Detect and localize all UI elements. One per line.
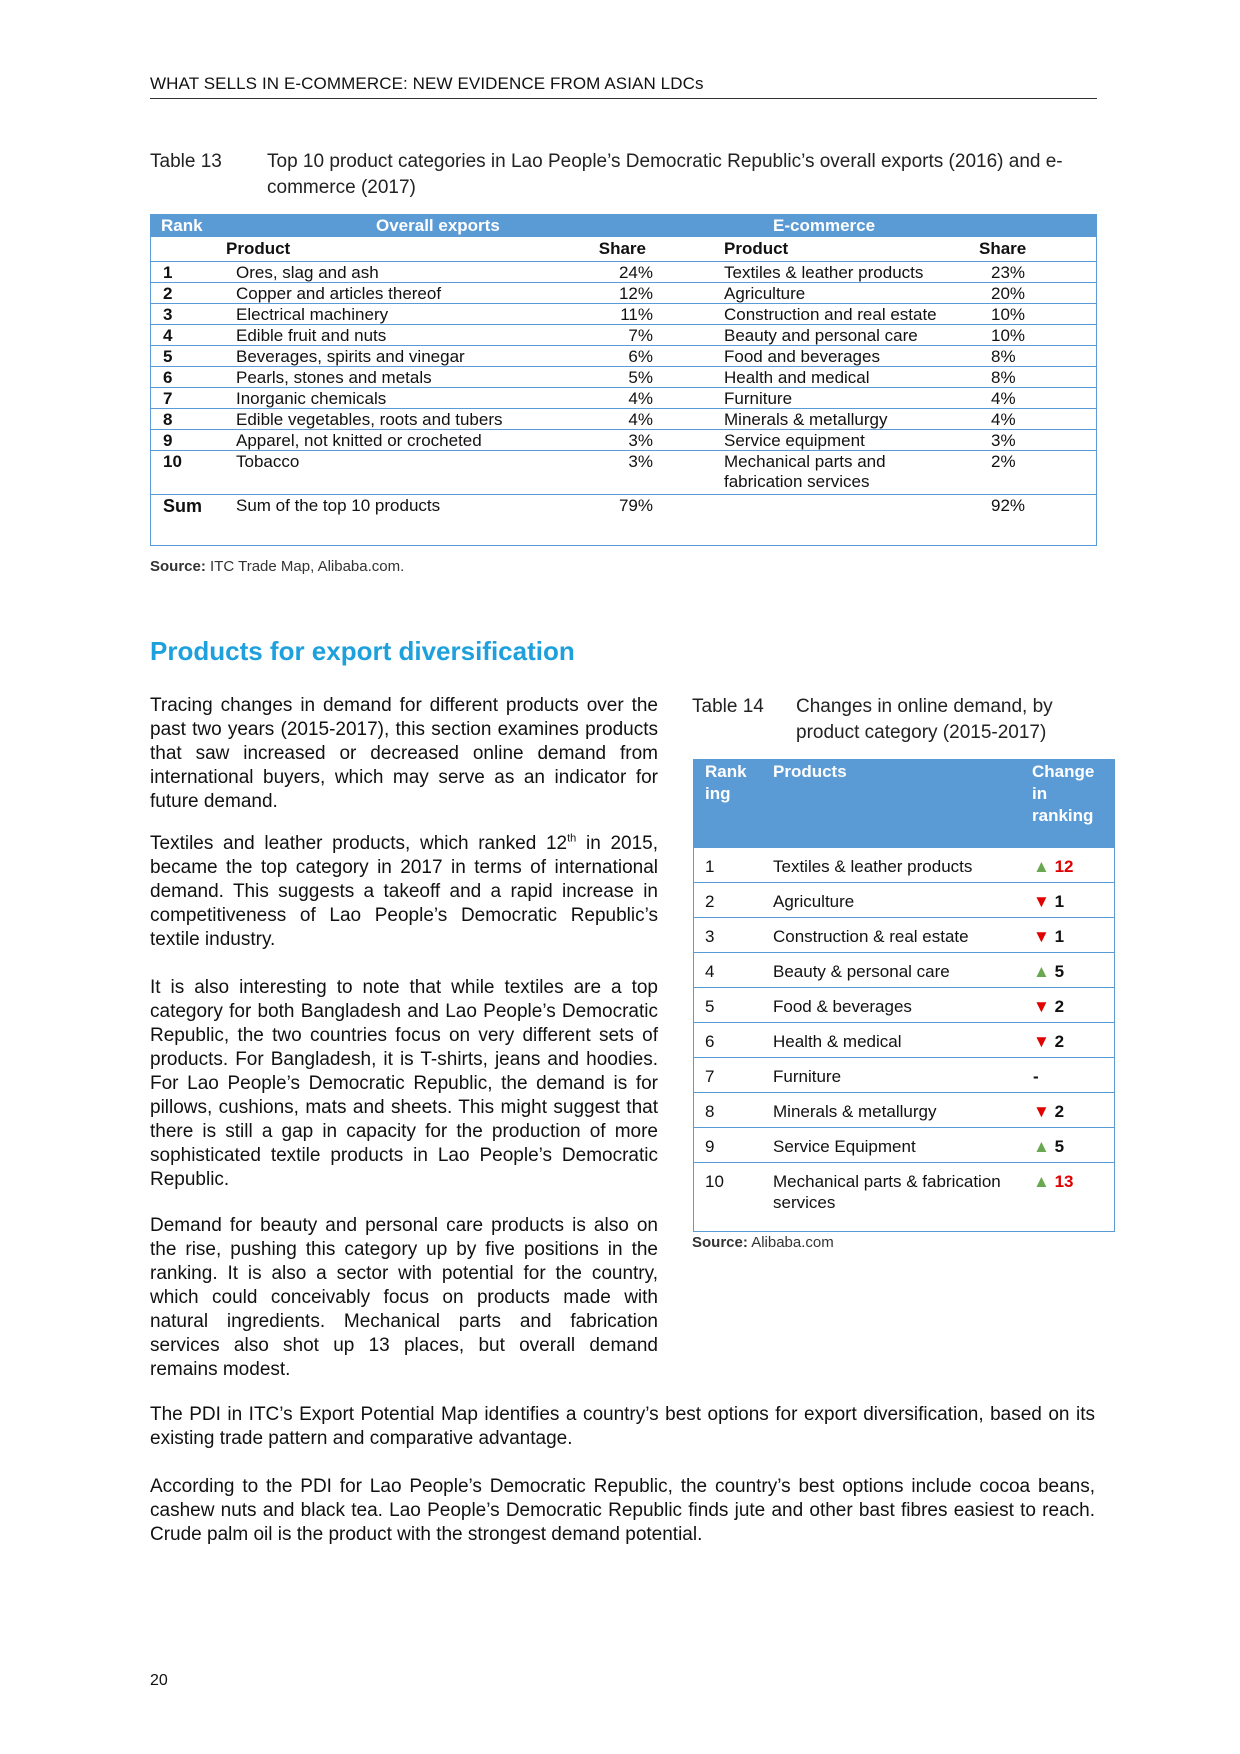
row-share-overall: 4% xyxy=(628,389,653,408)
table14-label: Table 14 xyxy=(692,696,764,717)
row-product-ecommerce: Textiles & leather products xyxy=(724,263,924,282)
row-share-overall: 3% xyxy=(628,431,653,450)
table-row xyxy=(151,450,1096,494)
row-change: ▲ 13 xyxy=(1033,1172,1074,1191)
row-product: Minerals & metallurgy xyxy=(773,1102,937,1121)
table13-source xyxy=(150,558,404,575)
table-row xyxy=(694,1057,1114,1092)
paragraph-2-text: Textiles and leather products, which ranked 12 xyxy=(150,833,568,854)
arrow-down-icon: ▼ xyxy=(1033,892,1050,911)
table13-header-row xyxy=(151,215,1096,237)
row-share-ecommerce: 23% xyxy=(991,263,1026,282)
row-share-ecommerce: 4% xyxy=(991,410,1016,429)
row-product: Health & medical xyxy=(773,1032,902,1051)
row-product-ecommerce: Construction and real estate xyxy=(724,305,937,324)
row-product-overall: Electrical machinery xyxy=(236,305,389,324)
row-rank: 6 xyxy=(163,368,173,387)
row-rank: 10 xyxy=(705,1172,724,1191)
row-product: Furniture xyxy=(773,1067,842,1086)
row-share-ecommerce: 20% xyxy=(991,284,1026,303)
table-row xyxy=(151,303,1096,324)
table-row xyxy=(694,882,1114,917)
source-text: ITC Trade Map, Alibaba.com. xyxy=(210,558,405,575)
row-rank: 8 xyxy=(163,410,173,429)
row-change: ▼ 2 xyxy=(1033,997,1065,1016)
table-row xyxy=(694,952,1114,987)
row-product-ecommerce: Minerals & metallurgy xyxy=(724,410,888,429)
row-share-ecommerce: 8% xyxy=(991,347,1016,366)
table-row xyxy=(694,1162,1114,1231)
table13 xyxy=(150,214,1097,546)
running-header: WHAT SELLS IN E-COMMERCE: NEW EVIDENCE FROM ASIAN LDCs xyxy=(150,74,1097,99)
ordinal-suffix: th xyxy=(567,832,577,845)
source-label: Source: xyxy=(692,1234,748,1251)
row-share-ecommerce: 3% xyxy=(991,431,1016,450)
arrow-down-icon: ▼ xyxy=(1033,997,1050,1016)
row-product-ecommerce: Health and medical xyxy=(724,368,870,387)
row-share-overall: 5% xyxy=(628,368,653,387)
row-product: Service Equipment xyxy=(773,1137,916,1156)
row-product-overall: Tobacco xyxy=(236,452,300,471)
table13-header-ecommerce: E-commerce xyxy=(773,216,876,235)
row-rank: 8 xyxy=(705,1102,715,1121)
table-row xyxy=(151,282,1096,303)
row-share-ecommerce: 8% xyxy=(991,368,1016,387)
table-row xyxy=(694,1022,1114,1057)
row-product-overall: Edible vegetables, roots and tubers xyxy=(236,410,503,429)
table13-header-rank: Rank xyxy=(161,216,203,235)
table14-header-products: Products xyxy=(773,762,847,781)
table-row xyxy=(694,917,1114,952)
row-change: ▼ 1 xyxy=(1033,892,1065,911)
row-rank: 2 xyxy=(163,284,173,303)
row-product-ecommerce: Agriculture xyxy=(724,284,806,303)
paragraph-2 xyxy=(150,832,658,952)
row-change: ▼ 1 xyxy=(1033,927,1065,946)
table13-subheader-share: Share xyxy=(598,239,646,258)
row-product-ecommerce: Food and beverages xyxy=(724,347,880,366)
row-rank: 9 xyxy=(705,1137,715,1156)
row-rank: 5 xyxy=(163,347,173,366)
row-share-overall: 6% xyxy=(628,347,653,366)
table-row xyxy=(151,261,1096,282)
row-product: Agriculture xyxy=(773,892,855,911)
row-change: ▲ 5 xyxy=(1033,962,1065,981)
row-product-overall: Sum of the top 10 products xyxy=(236,496,441,515)
row-rank: 2 xyxy=(705,892,715,911)
row-share-ecommerce: 92% xyxy=(991,496,1026,515)
row-rank: 4 xyxy=(705,962,715,981)
row-rank: 6 xyxy=(705,1032,715,1051)
row-product-overall: Beverages, spirits and vinegar xyxy=(236,347,465,366)
table14-header-change: Change in ranking xyxy=(1032,762,1095,825)
row-product-overall: Pearls, stones and metals xyxy=(236,368,432,387)
arrow-up-icon: ▲ xyxy=(1033,857,1050,876)
table-row xyxy=(694,847,1114,882)
paragraph-6: According to the PDI for Lao People’s Democratic Republic, the country’s best options include cocoa beans, cashew nuts and black tea. Lao People’s Democratic Republic finds jute and other bast fibres easiest to reach. Crude palm oil is the product with the strongest demand potential. xyxy=(150,1476,1095,1545)
arrow-up-icon: ▲ xyxy=(1033,1172,1050,1191)
arrow-down-icon: ▼ xyxy=(1033,1032,1050,1051)
arrow-down-icon: ▼ xyxy=(1033,927,1050,946)
page-number: 20 xyxy=(150,1672,168,1689)
row-share-ecommerce: 4% xyxy=(991,389,1016,408)
row-share-overall: 7% xyxy=(628,326,653,345)
row-product-overall: Copper and articles thereof xyxy=(236,284,442,303)
table14-source xyxy=(692,1234,834,1251)
row-change: ▼ 2 xyxy=(1033,1032,1065,1051)
table-row xyxy=(694,987,1114,1022)
row-rank: 1 xyxy=(163,263,173,282)
row-rank: 1 xyxy=(705,857,715,876)
row-change: ▲ 12 xyxy=(1033,857,1074,876)
row-share-overall: 3% xyxy=(628,452,653,471)
paragraph-5: The PDI in ITC’s Export Potential Map identifies a country’s best options for export diversification, based on its existing trade pattern and comparative advantage. xyxy=(150,1404,1095,1449)
paragraph-2-text-continued: in 2015, became the top category in 2017 in terms of international demand. This suggests a takeoff and a rapid increase in competitiveness of Lao People’s Democratic Republic’s textile industry. xyxy=(150,833,658,950)
table13-label: Table 13 xyxy=(150,151,222,172)
row-rank: 4 xyxy=(163,326,173,345)
source-text: Alibaba.com xyxy=(751,1234,834,1251)
table13-subheader-share: Share xyxy=(979,239,1027,258)
row-product-ecommerce: Furniture xyxy=(724,389,793,408)
paragraph-3: It is also interesting to note that while textiles are a top category for both Bangladesh and Lao People’s Democratic Republic, the two countries focus on very different sets of products. For Bangladesh, it is T-shirts, jeans and hoodies. For Lao People’s Democratic Republic, the demand is for pillows, cushions, mats and sheets. This might suggest that there is still a gap in capacity for the production of more sophisticated textile products in Lao People’s Democratic Republic. xyxy=(150,977,658,1190)
arrow-up-icon: ▲ xyxy=(1033,1137,1050,1156)
table-sum-row xyxy=(151,494,1096,545)
row-share-overall: 24% xyxy=(618,263,653,282)
table14-title: Changes in online demand, by product category (2015-2017) xyxy=(796,696,1053,743)
table-row xyxy=(151,408,1096,429)
table13-caption xyxy=(150,149,1090,205)
row-rank: 9 xyxy=(163,431,173,450)
row-product: Textiles & leather products xyxy=(773,857,973,876)
table13-header-overall: Overall exports xyxy=(376,216,500,235)
row-product-overall: Ores, slag and ash xyxy=(236,263,379,282)
row-share-overall: 79% xyxy=(618,496,653,515)
row-share-overall: 4% xyxy=(628,410,653,429)
row-product-overall: Edible fruit and nuts xyxy=(236,326,387,345)
row-rank: 3 xyxy=(705,927,715,946)
table14-caption xyxy=(692,694,1112,750)
table14 xyxy=(693,759,1115,1232)
table13-subheader-product: Product xyxy=(226,239,291,258)
row-product-overall: Inorganic chemicals xyxy=(236,389,387,408)
table-row xyxy=(151,324,1096,345)
row-rank: 7 xyxy=(705,1067,715,1086)
row-share-ecommerce: 10% xyxy=(991,305,1026,324)
row-product-overall: Apparel, not knitted or crocheted xyxy=(236,431,482,450)
row-product-ecommerce: Service equipment xyxy=(724,431,865,450)
paragraph-4: Demand for beauty and personal care products is also on the rise, pushing this category up by five positions in the ranking. It is also a sector with potential for the country, which could conceivably focus on products made with natural ingredients. Mechanical parts and fabrication services also shot up 13 places, but overall demand remains modest. xyxy=(150,1215,658,1380)
row-product-ecommerce: Beauty and personal care xyxy=(724,326,918,345)
row-share-ecommerce: 2% xyxy=(991,452,1016,471)
table14-header-row xyxy=(694,760,1114,847)
row-product: Food & beverages xyxy=(773,997,912,1016)
row-share-ecommerce: 10% xyxy=(991,326,1026,345)
section-heading: Products for export diversification xyxy=(150,636,575,666)
table-row xyxy=(694,1092,1114,1127)
row-rank: 10 xyxy=(163,452,182,471)
row-product: Beauty & personal care xyxy=(773,962,950,981)
row-change: ▼ 2 xyxy=(1033,1102,1065,1121)
table-row xyxy=(151,366,1096,387)
table-row xyxy=(151,345,1096,366)
row-change: - xyxy=(1033,1067,1039,1086)
row-rank: Sum xyxy=(163,496,203,516)
row-product: Mechanical parts & fabrication services xyxy=(773,1172,1001,1212)
row-rank: 7 xyxy=(163,389,173,408)
arrow-down-icon: ▼ xyxy=(1033,1102,1050,1121)
row-share-overall: 12% xyxy=(618,284,653,303)
row-product-ecommerce: Mechanical parts and fabrication services xyxy=(724,452,886,491)
table-row xyxy=(694,1127,1114,1162)
row-product: Construction & real estate xyxy=(773,927,969,946)
row-rank: 3 xyxy=(163,305,173,324)
table13-subheader-product: Product xyxy=(724,239,789,258)
row-share-overall: 11% xyxy=(620,305,653,324)
paragraph-1: Tracing changes in demand for different products over the past two years (2015-2017), this section examines products that saw increased or decreased online demand from international buyers, which may serve as an indicator for future demand. xyxy=(150,695,658,812)
table14-header-rank: Rank ing xyxy=(705,762,747,803)
row-rank: 5 xyxy=(705,997,715,1016)
source-label: Source: xyxy=(150,558,206,575)
table13-title: Top 10 product categories in Lao People’s Democratic Republic’s overall exports (2016) and e-commerce (2017) xyxy=(267,151,1063,198)
arrow-up-icon: ▲ xyxy=(1033,962,1050,981)
table-row xyxy=(151,429,1096,450)
table-row xyxy=(151,387,1096,408)
row-change: ▲ 5 xyxy=(1033,1137,1065,1156)
